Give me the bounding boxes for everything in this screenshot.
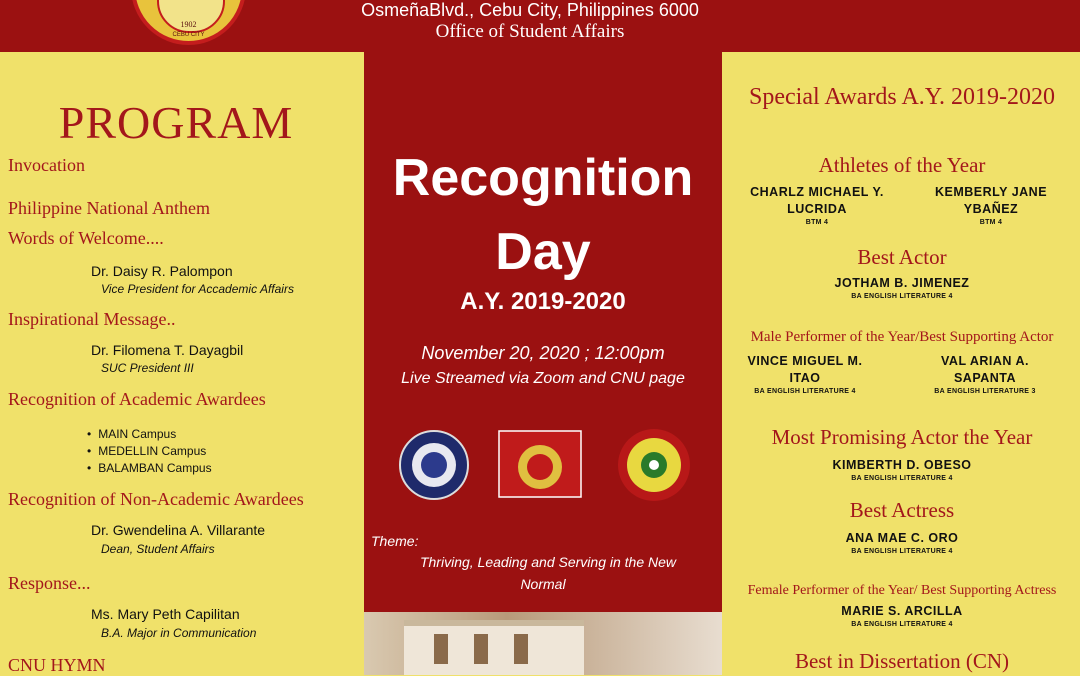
best-actor-program: BA ENGLISH LITERATURE 4	[851, 293, 953, 300]
dissertation-title: Best in Dissertation (CN)	[794, 649, 1010, 673]
female-performer-title: Female Performer of the Year/ Best Supporting Actress	[747, 583, 1057, 598]
athlete-1-program: BTM 4	[805, 219, 829, 226]
event-panel	[364, 52, 722, 612]
building-window	[474, 634, 488, 664]
building-window	[514, 634, 528, 664]
athlete-2-program: BTM 4	[979, 219, 1003, 226]
best-actress-program: BA ENGLISH LITERATURE 4	[851, 548, 953, 555]
program-anthem: Philippine National Anthem	[8, 198, 210, 218]
male-performer-2-line2: SAPANTA	[953, 371, 1017, 385]
best-actor-title: Best Actor	[857, 245, 947, 269]
athlete-2-line1: KEMBERLY JANE	[934, 185, 1048, 199]
response-speaker-role: B.A. Major in Communication	[101, 626, 257, 640]
event-date: November 20, 2020 ; 12:00pm	[421, 343, 665, 363]
welcome-speaker-role: Vice President for Accademic Affairs	[101, 282, 294, 296]
best-actor-name: JOTHAM B. JIMENEZ	[834, 276, 970, 290]
college-seal-1902-icon	[618, 429, 690, 501]
inspirational-speaker-name: Dr. Filomena T. Dayagbil	[91, 342, 244, 358]
campus-item: • MEDELLIN Campus	[87, 444, 206, 458]
male-performer-1-program: BA ENGLISH LITERATURE 4	[754, 388, 856, 395]
best-actress-title: Best Actress	[849, 498, 955, 522]
promising-actor-title: Most Promising Actor the Year	[771, 425, 1033, 449]
program-invocation: Invocation	[8, 155, 85, 175]
office-name: Office of Student Affairs	[435, 21, 625, 42]
promising-actor-program: BA ENGLISH LITERATURE 4	[851, 475, 953, 482]
program-nonacademic-awardees: Recognition of Non-Academic Awardees	[8, 489, 304, 509]
best-actress-name: ANA MAE C. ORO	[845, 531, 959, 545]
awards-title: Special Awards A.Y. 2019-2020	[749, 84, 1055, 110]
athletes-title: Athletes of the Year	[818, 153, 986, 177]
building-facade	[404, 620, 584, 675]
female-performer-name: MARIE S. ARCILLA	[841, 604, 963, 618]
athlete-1-line1: CHARLZ MICHAEL Y.	[750, 185, 884, 199]
program-welcome: Words of Welcome....	[8, 228, 164, 248]
seal-city: CEBU CITY	[172, 32, 205, 38]
building-window	[434, 634, 448, 664]
welcome-speaker-name: Dr. Daisy R. Palompon	[91, 263, 233, 279]
male-performer-title: Male Performer of the Year/Best Supporting Actor	[750, 329, 1054, 345]
program-academic-awardees: Recognition of Academic Awardees	[8, 389, 266, 409]
program-inspirational: Inspirational Message..	[8, 309, 176, 329]
athlete-1-line2: LUCRIDA	[787, 202, 847, 216]
teacher-education-seal-icon	[400, 431, 468, 499]
seal-year: 1902	[180, 20, 197, 29]
athlete-2	[902, 184, 1080, 218]
inspirational-speaker-role: SUC President III	[101, 361, 194, 375]
nonacademic-speaker-role: Dean, Student Affairs	[101, 542, 215, 556]
program-response: Response...	[8, 573, 91, 593]
nonacademic-speaker-name: Dr. Gwendelina A. Villarante	[91, 522, 266, 538]
arts-sciences-seal-icon	[499, 431, 581, 497]
athlete-1	[728, 184, 906, 218]
male-performer-1	[716, 353, 894, 387]
promising-actor-name: KIMBERTH D. OBESO	[832, 458, 972, 472]
event-stream: Live Streamed via Zoom and CNU page	[401, 370, 685, 387]
program-hymn: CNU HYMN	[8, 655, 106, 675]
campus-building-photo	[364, 612, 722, 675]
female-performer-program: BA ENGLISH LITERATURE 4	[851, 621, 953, 628]
response-speaker-name: Ms. Mary Peth Capilitan	[91, 606, 240, 622]
theme-label: Theme:	[371, 533, 419, 549]
program-title: PROGRAM	[58, 97, 294, 148]
male-performer-2-line1: VAL ARIAN A.	[941, 354, 1029, 368]
male-performer-2-program: BA ENGLISH LITERATURE 3	[934, 388, 1036, 395]
campus-item: • MAIN Campus	[87, 427, 176, 441]
male-performer-2	[896, 353, 1074, 387]
college-logos	[364, 425, 722, 505]
male-performer-1-line1: VINCE MIGUEL M.	[747, 354, 863, 368]
event-title-recognition: Recognition	[392, 149, 694, 207]
male-performer-1-line2: ITAO	[789, 371, 821, 385]
campus-item: • BALAMBAN Campus	[87, 461, 212, 475]
athlete-2-line2: YBAÑEZ	[963, 202, 1019, 216]
theme-line-1: Thriving, Leading and Serving in the New	[419, 554, 677, 570]
event-year: A.Y. 2019-2020	[460, 288, 626, 315]
event-title-day: Day	[495, 223, 591, 281]
theme-line-2: Normal	[520, 576, 566, 592]
address-line: OsmeñaBlvd., Cebu City, Philippines 6000	[361, 0, 699, 20]
